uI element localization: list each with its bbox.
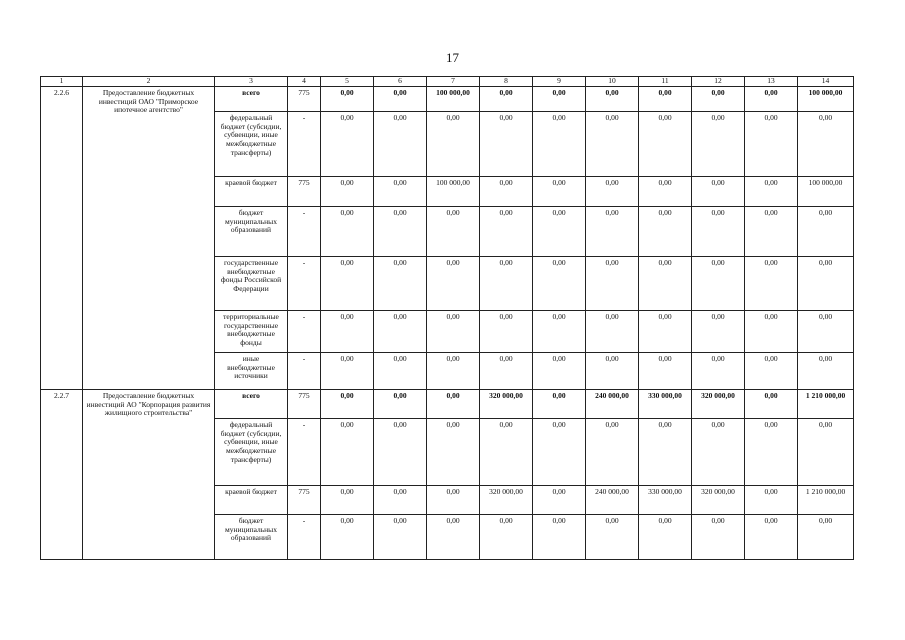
amount-cell: 0,00 [533, 177, 586, 207]
amount-cell: 0,00 [374, 353, 427, 390]
funding-source: всего [215, 390, 288, 419]
grbs-code: 775 [288, 390, 321, 419]
amount-cell: 1 210 000,00 [798, 486, 854, 515]
amount-cell: 0,00 [745, 87, 798, 112]
amount-cell: 0,00 [745, 353, 798, 390]
amount-cell: 0,00 [639, 207, 692, 257]
amount-cell: 0,00 [639, 419, 692, 486]
amount-cell: 0,00 [692, 87, 745, 112]
amount-cell: 0,00 [692, 419, 745, 486]
amount-cell: 100 000,00 [427, 177, 480, 207]
funding-source: государственные внебюджетные фонды Российской Федерации [215, 257, 288, 311]
amount-cell: 0,00 [533, 207, 586, 257]
funding-source: бюджет муниципальных образований [215, 207, 288, 257]
amount-cell: 330 000,00 [639, 390, 692, 419]
amount-cell: 0,00 [321, 390, 374, 419]
amount-cell: 0,00 [692, 515, 745, 560]
amount-cell: 0,00 [745, 390, 798, 419]
amount-cell: 0,00 [586, 515, 639, 560]
table-row [41, 390, 854, 419]
amount-cell: 0,00 [427, 515, 480, 560]
item-name: Предоставление бюджетных инвестиций ОАО "Приморское ипотечное агентство" [83, 87, 215, 390]
amount-cell: 0,00 [427, 257, 480, 311]
amount-cell: 100 000,00 [427, 87, 480, 112]
amount-cell: 320 000,00 [480, 390, 533, 419]
header-cell: 13 [745, 77, 798, 87]
amount-cell: 0,00 [798, 207, 854, 257]
amount-cell: 0,00 [374, 257, 427, 311]
item-name: Предоставление бюджетных инвестиций АО "Корпорация развития жилищного строительства" [83, 390, 215, 560]
amount-cell: 0,00 [586, 177, 639, 207]
amount-cell: 0,00 [374, 177, 427, 207]
amount-cell: 320 000,00 [480, 486, 533, 515]
amount-cell: 100 000,00 [798, 177, 854, 207]
grbs-code: 775 [288, 486, 321, 515]
amount-cell: 0,00 [374, 390, 427, 419]
item-code: 2.2.6 [41, 87, 83, 390]
amount-cell: 0,00 [480, 207, 533, 257]
amount-cell: 0,00 [692, 311, 745, 353]
amount-cell: 0,00 [533, 257, 586, 311]
amount-cell: 0,00 [586, 87, 639, 112]
header-cell: 4 [288, 77, 321, 87]
amount-cell: 0,00 [374, 112, 427, 177]
amount-cell: 0,00 [639, 515, 692, 560]
amount-cell: 0,00 [745, 486, 798, 515]
grbs-code: - [288, 112, 321, 177]
funding-source: федеральный бюджет (субсидии, субвенции, иные межбюджетные трансферты) [215, 112, 288, 177]
amount-cell: 0,00 [586, 257, 639, 311]
amount-cell: 0,00 [692, 257, 745, 311]
amount-cell: 320 000,00 [692, 390, 745, 419]
amount-cell: 0,00 [798, 112, 854, 177]
amount-cell: 240 000,00 [586, 486, 639, 515]
amount-cell: 0,00 [427, 112, 480, 177]
grbs-code: - [288, 207, 321, 257]
amount-cell: 0,00 [427, 390, 480, 419]
amount-cell: 0,00 [692, 207, 745, 257]
amount-cell: 0,00 [374, 419, 427, 486]
grbs-code: - [288, 257, 321, 311]
amount-cell: 0,00 [480, 112, 533, 177]
amount-cell: 0,00 [798, 515, 854, 560]
amount-cell: 0,00 [533, 353, 586, 390]
amount-cell: 0,00 [374, 486, 427, 515]
amount-cell: 0,00 [374, 207, 427, 257]
header-cell: 6 [374, 77, 427, 87]
funding-source: всего [215, 87, 288, 112]
amount-cell: 0,00 [533, 486, 586, 515]
header-cell: 7 [427, 77, 480, 87]
amount-cell: 0,00 [745, 257, 798, 311]
amount-cell: 0,00 [321, 353, 374, 390]
amount-cell: 0,00 [321, 257, 374, 311]
amount-cell: 0,00 [639, 257, 692, 311]
amount-cell: 0,00 [321, 207, 374, 257]
header-cell: 12 [692, 77, 745, 87]
amount-cell: 0,00 [533, 515, 586, 560]
amount-cell: 320 000,00 [692, 486, 745, 515]
amount-cell: 0,00 [586, 419, 639, 486]
amount-cell: 0,00 [798, 419, 854, 486]
table-header-row [41, 77, 854, 87]
amount-cell: 0,00 [427, 486, 480, 515]
header-cell: 1 [41, 77, 83, 87]
funding-source: краевой бюджет [215, 486, 288, 515]
amount-cell: 0,00 [745, 515, 798, 560]
table-body [41, 77, 854, 560]
header-cell: 5 [321, 77, 374, 87]
grbs-code: - [288, 419, 321, 486]
amount-cell: 0,00 [692, 177, 745, 207]
amount-cell: 0,00 [480, 87, 533, 112]
amount-cell: 0,00 [427, 353, 480, 390]
amount-cell: 0,00 [374, 311, 427, 353]
amount-cell: 0,00 [533, 311, 586, 353]
amount-cell: 0,00 [427, 419, 480, 486]
amount-cell: 0,00 [321, 311, 374, 353]
header-cell: 9 [533, 77, 586, 87]
amount-cell: 0,00 [480, 311, 533, 353]
header-cell: 3 [215, 77, 288, 87]
amount-cell: 0,00 [533, 87, 586, 112]
amount-cell: 0,00 [321, 419, 374, 486]
grbs-code: - [288, 353, 321, 390]
funding-source: территориальные государственные внебюджетные фонды [215, 311, 288, 353]
budget-table [40, 76, 854, 560]
amount-cell: 0,00 [745, 207, 798, 257]
amount-cell: 0,00 [639, 177, 692, 207]
amount-cell: 0,00 [639, 353, 692, 390]
grbs-code: 775 [288, 87, 321, 112]
amount-cell: 100 000,00 [798, 87, 854, 112]
funding-source: федеральный бюджет (субсидии, субвенции, иные межбюджетные трансферты) [215, 419, 288, 486]
amount-cell: 0,00 [321, 177, 374, 207]
amount-cell: 0,00 [480, 353, 533, 390]
page-number: 17 [446, 50, 459, 65]
funding-source: иные внебюджетные источники [215, 353, 288, 390]
header-cell: 11 [639, 77, 692, 87]
amount-cell: 0,00 [586, 311, 639, 353]
amount-cell: 0,00 [745, 112, 798, 177]
header-cell: 8 [480, 77, 533, 87]
amount-cell: 0,00 [427, 207, 480, 257]
header-cell: 2 [83, 77, 215, 87]
amount-cell: 240 000,00 [586, 390, 639, 419]
grbs-code: 775 [288, 177, 321, 207]
amount-cell: 0,00 [480, 419, 533, 486]
table-row [41, 87, 854, 112]
amount-cell: 0,00 [533, 419, 586, 486]
amount-cell: 0,00 [745, 311, 798, 353]
amount-cell: 330 000,00 [639, 486, 692, 515]
amount-cell: 0,00 [692, 112, 745, 177]
amount-cell: 0,00 [745, 419, 798, 486]
amount-cell: 0,00 [480, 257, 533, 311]
amount-cell: 0,00 [639, 311, 692, 353]
amount-cell: 0,00 [321, 515, 374, 560]
amount-cell: 0,00 [586, 112, 639, 177]
amount-cell: 0,00 [639, 112, 692, 177]
amount-cell: 0,00 [533, 112, 586, 177]
amount-cell: 0,00 [374, 515, 427, 560]
amount-cell: 0,00 [798, 311, 854, 353]
amount-cell: 0,00 [321, 112, 374, 177]
grbs-code: - [288, 311, 321, 353]
amount-cell: 0,00 [321, 87, 374, 112]
header-cell: 10 [586, 77, 639, 87]
amount-cell: 0,00 [745, 177, 798, 207]
grbs-code: - [288, 515, 321, 560]
funding-source: бюджет муниципальных образований [215, 515, 288, 560]
amount-cell: 0,00 [480, 515, 533, 560]
amount-cell: 0,00 [692, 353, 745, 390]
amount-cell: 0,00 [586, 207, 639, 257]
amount-cell: 0,00 [427, 311, 480, 353]
amount-cell: 0,00 [374, 87, 427, 112]
amount-cell: 0,00 [533, 390, 586, 419]
amount-cell: 1 210 000,00 [798, 390, 854, 419]
header-cell: 14 [798, 77, 854, 87]
amount-cell: 0,00 [480, 177, 533, 207]
amount-cell: 0,00 [586, 353, 639, 390]
item-code: 2.2.7 [41, 390, 83, 560]
funding-source: краевой бюджет [215, 177, 288, 207]
amount-cell: 0,00 [321, 486, 374, 515]
amount-cell: 0,00 [798, 353, 854, 390]
amount-cell: 0,00 [798, 257, 854, 311]
amount-cell: 0,00 [639, 87, 692, 112]
